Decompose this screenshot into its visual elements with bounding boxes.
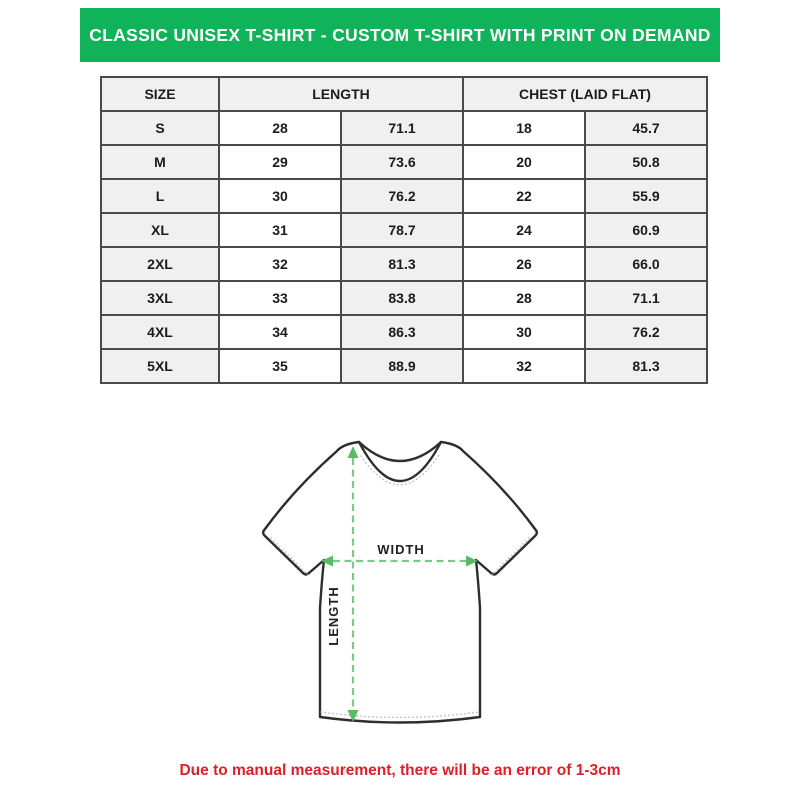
cell-length-cm: 76.2: [341, 179, 463, 213]
cell-chest-cm: 55.9: [585, 179, 707, 213]
cell-chest-cm: 60.9: [585, 213, 707, 247]
cell-length-cm: 83.8: [341, 281, 463, 315]
measurement-error-note: Due to manual measurement, there will be an error of 1-3cm: [179, 762, 621, 779]
cell-chest-cm: 45.7: [585, 111, 707, 145]
cell-length-in: 28: [219, 111, 341, 145]
cell-length-cm: 71.1: [341, 111, 463, 145]
cell-length-in: 31: [219, 213, 341, 247]
tshirt-body-path: [263, 442, 537, 723]
size-table: [100, 76, 708, 384]
cell-chest-cm: 71.1: [585, 281, 707, 315]
cell-chest-in: 24: [463, 213, 585, 247]
cell-chest-cm: 81.3: [585, 349, 707, 383]
cell-chest-in: 32: [463, 349, 585, 383]
cell-length-in: 33: [219, 281, 341, 315]
table-row-m: [101, 145, 707, 179]
table-row-l: [101, 179, 707, 213]
cell-size: 2XL: [101, 247, 219, 281]
cell-length-cm: 86.3: [341, 315, 463, 349]
cell-length-cm: 73.6: [341, 145, 463, 179]
cell-length-cm: 81.3: [341, 247, 463, 281]
cell-chest-in: 20: [463, 145, 585, 179]
cell-size: S: [101, 111, 219, 145]
cell-length-in: 35: [219, 349, 341, 383]
cell-size: 5XL: [101, 349, 219, 383]
title-banner: [80, 8, 720, 62]
cell-chest-in: 30: [463, 315, 585, 349]
cell-chest-cm: 76.2: [585, 315, 707, 349]
page-title: CLASSIC UNISEX T-SHIRT - CUSTOM T-SHIRT WITH PRINT ON DEMAND: [89, 24, 711, 45]
width-label: WIDTH: [377, 542, 425, 557]
table-row-xl: [101, 213, 707, 247]
cell-size: L: [101, 179, 219, 213]
length-label: LENGTH: [326, 586, 341, 646]
table-header-row: [101, 77, 707, 111]
cell-chest-in: 22: [463, 179, 585, 213]
tshirt-outline-icon: [263, 442, 537, 723]
cell-length-in: 30: [219, 179, 341, 213]
cell-chest-in: 26: [463, 247, 585, 281]
header-length: LENGTH: [219, 77, 463, 111]
tshirt-measurement-diagram: [240, 428, 560, 750]
cell-chest-cm: 66.0: [585, 247, 707, 281]
cell-length-in: 29: [219, 145, 341, 179]
cell-size: 3XL: [101, 281, 219, 315]
cell-chest-in: 28: [463, 281, 585, 315]
cell-length-cm: 78.7: [341, 213, 463, 247]
header-size: SIZE: [101, 77, 219, 111]
header-chest: CHEST (LAID FLAT): [463, 77, 707, 111]
cell-chest-cm: 50.8: [585, 145, 707, 179]
table-row-4xl: [101, 315, 707, 349]
table-row-5xl: [101, 349, 707, 383]
cell-length-cm: 88.9: [341, 349, 463, 383]
table-row-s: [101, 111, 707, 145]
cell-chest-in: 18: [463, 111, 585, 145]
cell-size: M: [101, 145, 219, 179]
cell-size: 4XL: [101, 315, 219, 349]
table-row-2xl: [101, 247, 707, 281]
table-row-3xl: [101, 281, 707, 315]
cell-length-in: 32: [219, 247, 341, 281]
cell-size: XL: [101, 213, 219, 247]
cell-length-in: 34: [219, 315, 341, 349]
